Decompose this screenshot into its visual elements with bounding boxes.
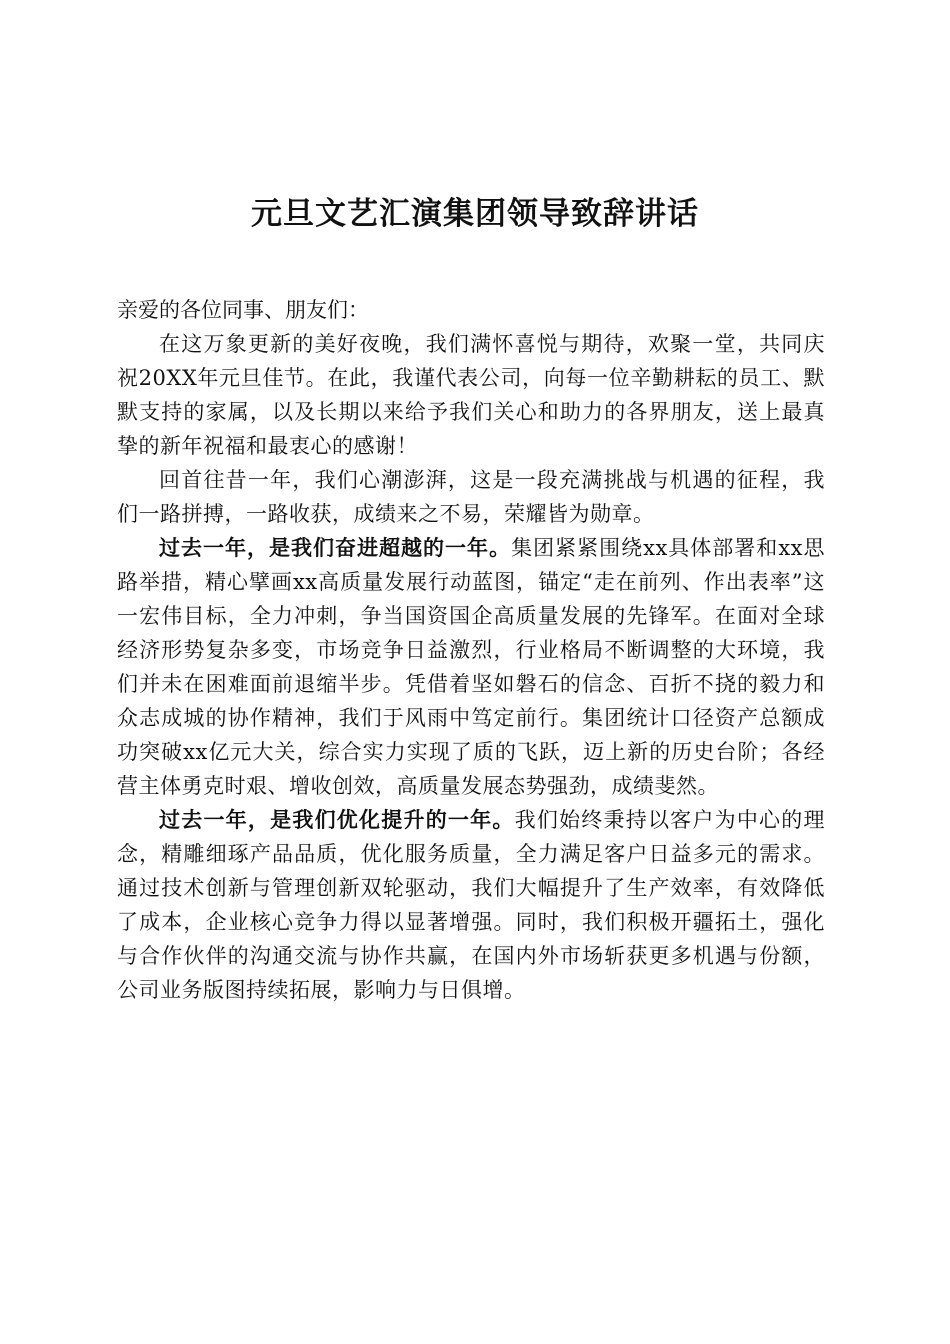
- document-title: 元旦文艺汇演集团领导致辞讲话: [251, 196, 699, 232]
- paragraph-text: 我们始终秉持以客户为中心的理念，精雕细琢产品品质，优化服务质量，全力满足客户日益多元的需求。通过技术创新与管理创新双轮驱动，我们大幅提升了生产效率，有效降低了成本，企业核心竞争力得以显著增强。同时，我们积极开疆拓土，强化与合作伙伴的沟通交流与协作共赢，在国内外市场斩获更多机遇与份额，公司业务版图持续拓展，影响力与日俱增。: [117, 808, 826, 1002]
- paragraph-review: [117, 463, 825, 531]
- paragraph-lead: 过去一年，是我们奋进超越的一年。: [159, 536, 512, 560]
- paragraph-lead: 过去一年，是我们优化提升的一年。: [159, 808, 515, 832]
- paragraph-progress: [117, 531, 825, 803]
- paragraph-greeting: [117, 327, 825, 463]
- paragraph-improvement: [117, 803, 825, 1007]
- paragraph-text: 集团紧紧围绕xx具体部署和xx思路举措，精心擘画xx高质量发展行动蓝图，锚定“走在前列、作出表率”这一宏伟目标，全力冲刺，争当国资国企高质量发展的先锋军。在面对全球经济形势复杂多变，市场竞争日益激烈，行业格局不断调整的大环境，我们并未在困难面前退缩半步。凭借着坚如磐石的信念、百折不挠的毅力和众志成城的协作精神，我们于风雨中笃定前行。集团统计口径资产总额成功突破xx亿元大关，综合实力实现了质的飞跃，迈上新的历史台阶；各经营主体勇克时艰、增收创效，高质量发展态势强劲，成绩斐然。: [117, 536, 826, 798]
- paragraph-text: 回首往昔一年，我们心潮澎湃，这是一段充满挑战与机遇的征程，我们一路拼搏，一路收获，成绩来之不易，荣耀皆为勋章。: [117, 468, 825, 526]
- document-body: [117, 293, 825, 1007]
- paragraph-text: 在这万象更新的美好夜晚，我们满怀喜悦与期待，欢聚一堂，共同庆祝20XX年元旦佳节。在此，我谨代表公司，向每一位辛勤耕耘的员工、默默支持的家属，以及长期以来给予我们关心和助力的各界朋友，送上最真挚的新年祝福和最衷心的感谢！: [117, 332, 825, 458]
- salutation: 亲爱的各位同事、朋友们：: [117, 298, 369, 322]
